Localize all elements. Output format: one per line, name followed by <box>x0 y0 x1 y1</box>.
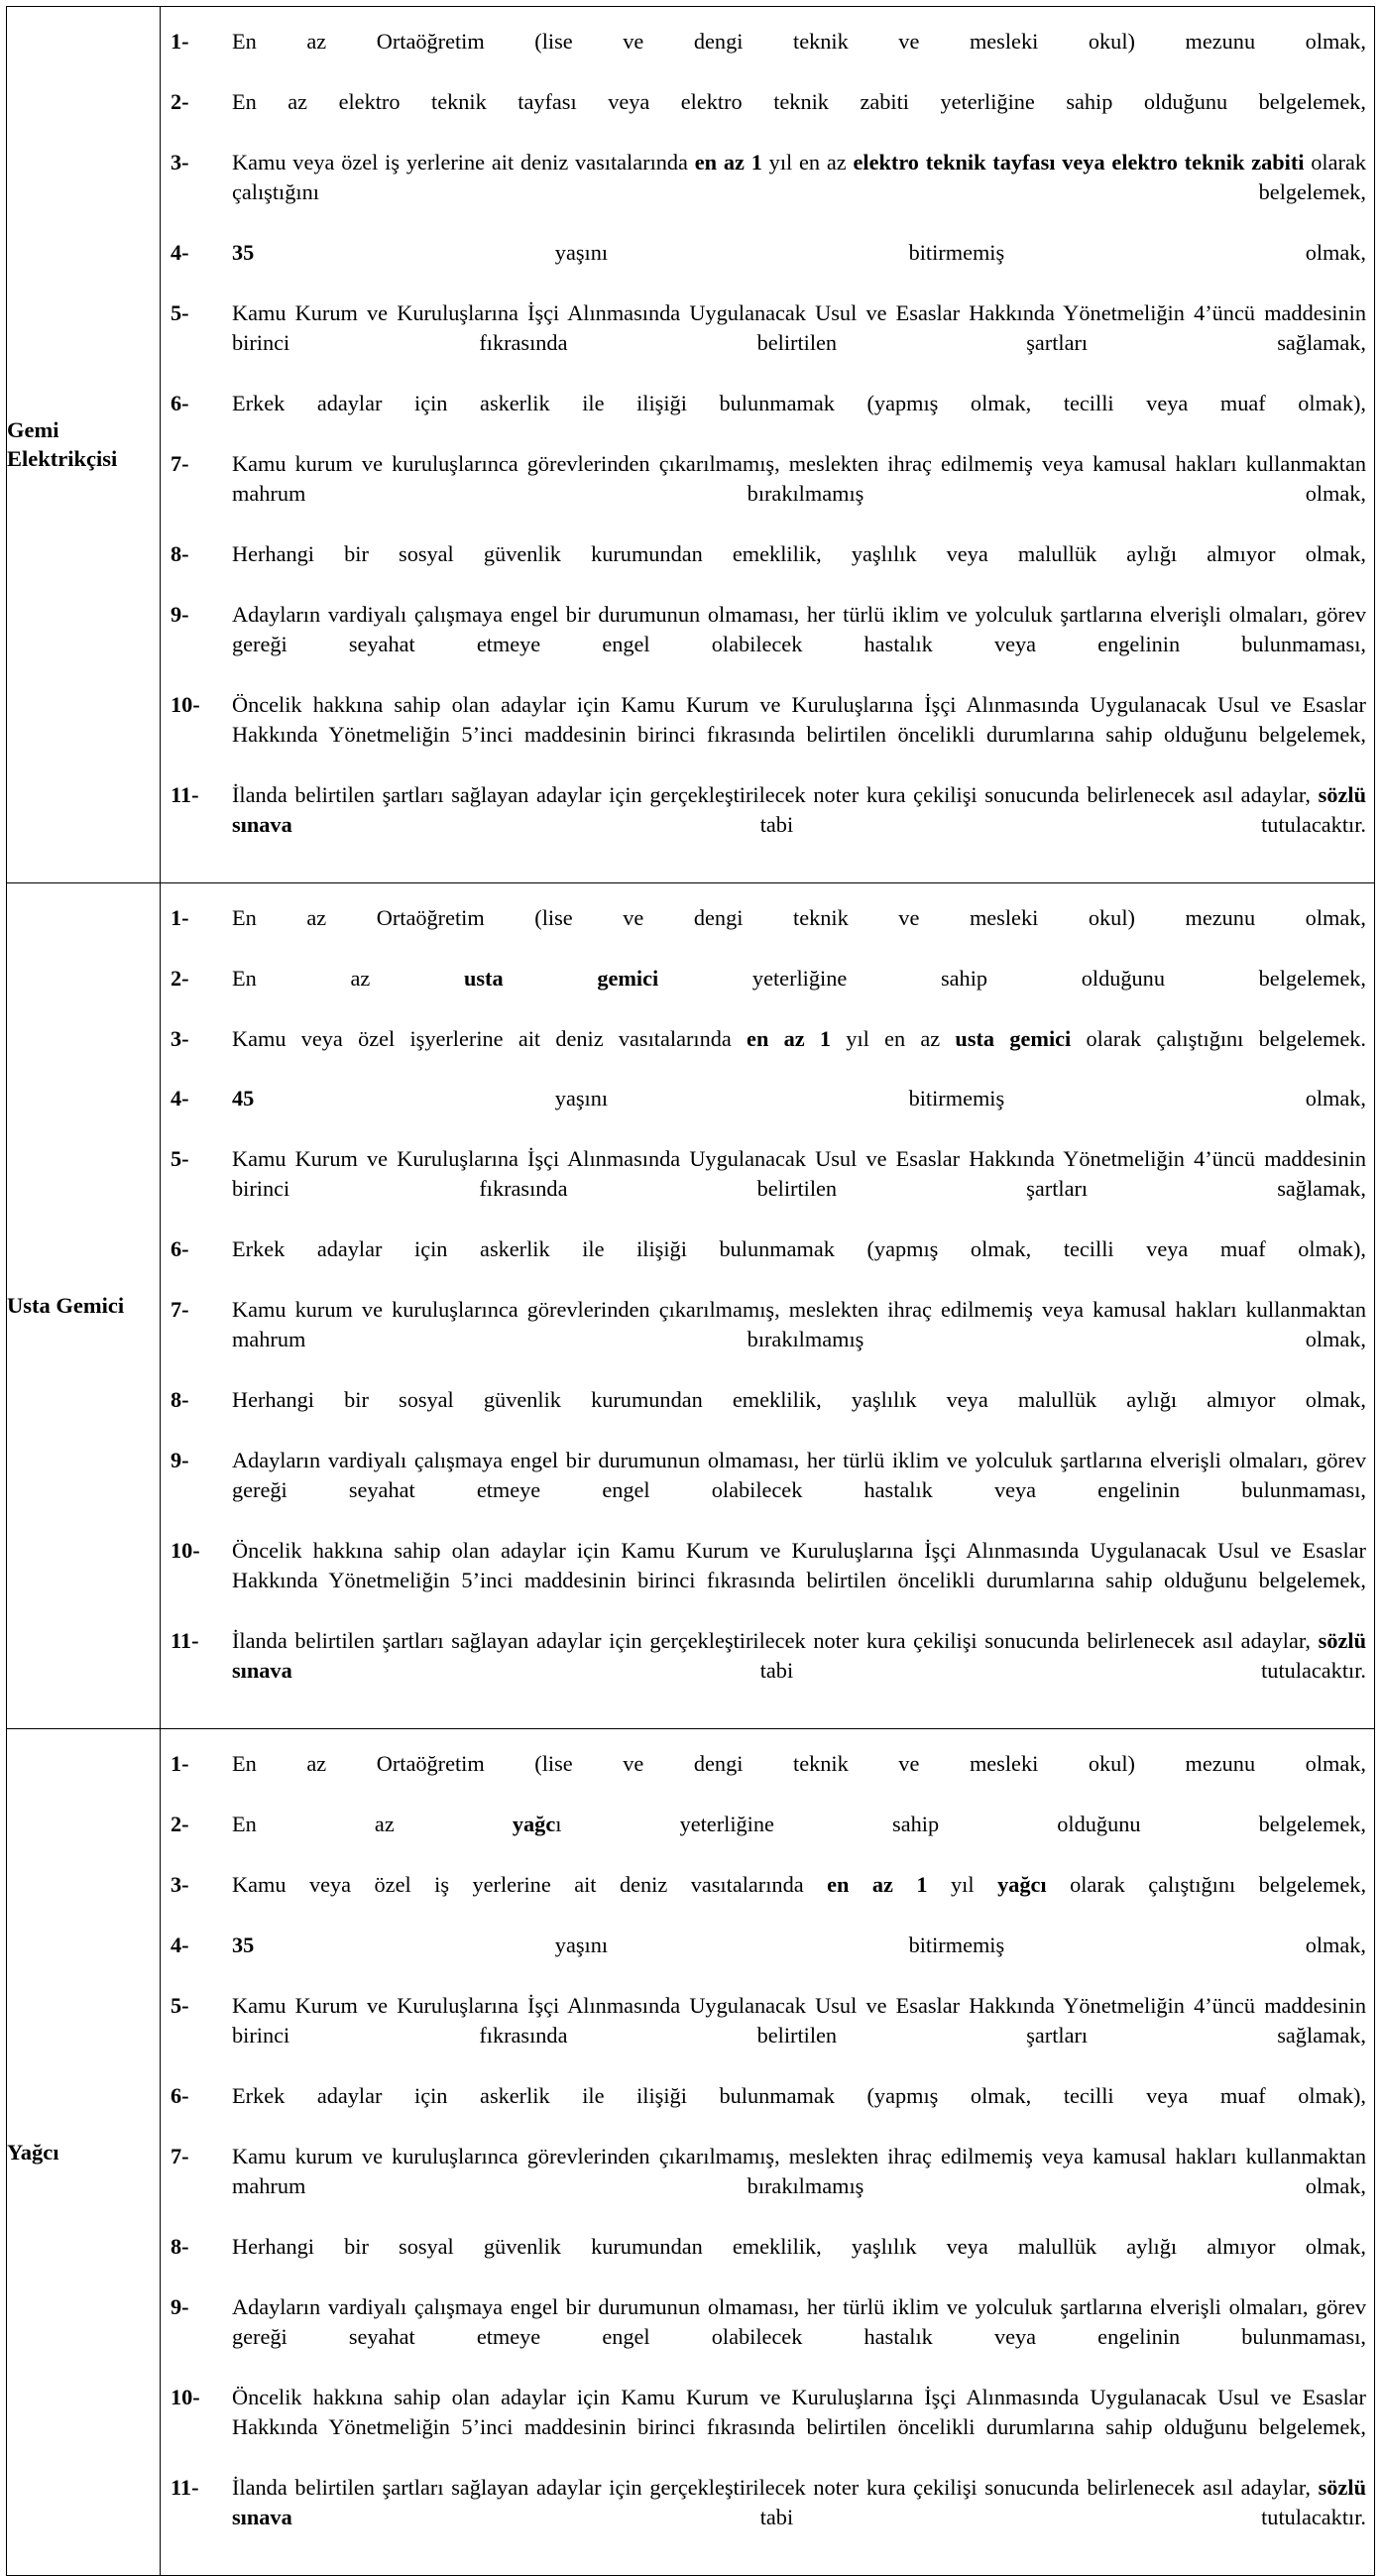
requirement-text <box>232 2081 1366 2141</box>
requirements-table <box>6 6 1375 2576</box>
table-row <box>7 7 1375 883</box>
requirement-number: 5- <box>171 299 189 325</box>
plain-text: Kamu kurum ve kuruluşlarınca görevlerinden çıkarılmamış, meslekten ihraç edilmemiş veya kamusal hakları kullanmaktan mahrum bırakılmamış olmak, <box>232 1297 1366 1352</box>
requirement-item <box>171 2232 1366 2291</box>
requirement-item <box>171 2473 1366 2562</box>
requirement-item <box>171 1446 1366 1535</box>
requirement-text <box>232 1931 1366 1990</box>
plain-text: En az Ortaöğretim (lise ve dengi teknik ve mesleki okul) mezunu olmak, <box>232 29 1366 54</box>
emphasis-text: en az 1 <box>694 149 762 175</box>
plain-text: En az <box>232 1812 513 1837</box>
table-body <box>7 7 1375 2576</box>
emphasis-text: 45 <box>232 1086 255 1112</box>
requirement-text <box>232 1234 1366 1294</box>
requirement-text <box>232 238 1366 297</box>
emphasis-text: sözlü sınava <box>232 1628 1366 1684</box>
requirement-item <box>171 1749 1366 1809</box>
requirement-item <box>171 2292 1366 2382</box>
plain-text: yaşını bitirmemiş olmak, <box>254 1086 1366 1112</box>
plain-text: Kamu Kurum ve Kuruluşlarına İşçi Alınmasında Uygulanacak Usul ve Esaslar Hakkında Yönetmeliğin 4’üncü maddesinin birinci fıkrasında belirtilen şartları sağlamak, <box>232 1146 1366 1202</box>
plain-text: İlanda belirtilen şartları sağlayan adaylar için gerçekleştirilecek noter kura çekilişi sonucunda belirlenecek asıl adaylar, <box>232 781 1319 807</box>
requirement-item <box>171 298 1366 388</box>
requirement-text <box>232 1446 1366 1535</box>
plain-text: Kamu veya özel iş yerlerine ait deniz vasıtalarında <box>232 1872 828 1898</box>
requirement-number: 9- <box>171 1448 189 1473</box>
plain-text: Herhangi bir sosyal güvenlik kurumundan emeklilik, yaşlılık veya malullük aylığı almıyor olmak, <box>232 2233 1366 2259</box>
plain-text: Adayların vardiyalı çalışmaya engel bir durumunun olmaması, her türlü iklim ve yolculuk şartlarına elverişli olmaları, görev gereği seyahat etmeye engel olabilecek hastalık veya engelinin bulunmaması, <box>232 601 1366 656</box>
requirement-number: 11- <box>171 1628 199 1654</box>
plain-text: Kamu veya özel iş yerlerine ait deniz vasıtalarında <box>232 149 695 175</box>
requirement-number: 3- <box>171 149 189 175</box>
requirement-text <box>232 600 1366 689</box>
plain-text: Erkek adaylar için askerlik ile ilişiği bulunmamak (yapmış olmak, tecilli veya muaf olmak), <box>232 390 1366 415</box>
plain-text: Öncelik hakkına sahip olan adaylar için Kamu Kurum ve Kuruluşlarına İşçi Alınmasında Uygulanacak Usul ve Esaslar Hakkında Yönetmeliğin 5’inci maddesinin birinci fıkrasında belirtilen öncelikli durumlarına sahip olduğunu belgelemek, <box>232 2384 1366 2439</box>
requirement-text <box>232 1385 1366 1445</box>
requirement-item <box>171 2081 1366 2141</box>
requirement-text <box>232 1295 1366 1384</box>
plain-text: En az Ortaöğretim (lise ve dengi teknik ve mesleki okul) mezunu olmak, <box>232 1751 1366 1777</box>
plain-text: yeterliğine sahip olduğunu belgelemek, <box>658 965 1366 991</box>
position-label: Usta Gemici <box>7 1293 125 1319</box>
requirement-item <box>171 1144 1366 1233</box>
requirement-number: 7- <box>171 1297 189 1323</box>
table-row <box>7 1729 1375 2576</box>
position-label-cell <box>7 1729 161 2576</box>
requirement-text <box>232 2232 1366 2291</box>
plain-text: yaşını bitirmemiş olmak, <box>254 1932 1366 1958</box>
requirement-number: 9- <box>171 2293 189 2319</box>
emphasis-text: elektro teknik tayfası veya elektro teknik zabiti <box>853 149 1305 175</box>
requirement-text <box>232 298 1366 388</box>
requirement-text <box>232 1084 1366 1143</box>
requirement-number: 7- <box>171 2143 189 2168</box>
emphasis-text: usta gemici <box>955 1025 1072 1051</box>
requirement-item <box>171 780 1366 870</box>
position-label-cell <box>7 882 161 1729</box>
plain-text: İlanda belirtilen şartları sağlayan adaylar için gerçekleştirilecek noter kura çekilişi sonucunda belirlenecek asıl adaylar, <box>232 1628 1319 1654</box>
requirement-text <box>232 27 1366 86</box>
requirement-item <box>171 2142 1366 2231</box>
requirement-text <box>232 1536 1366 1625</box>
plain-text: Herhangi bir sosyal güvenlik kurumundan emeklilik, yaşlılık veya malullük aylığı almıyor olmak, <box>232 540 1366 566</box>
plain-text: Kamu veya özel işyerlerine ait deniz vasıtalarında <box>232 1025 748 1051</box>
plain-text: yıl <box>927 1872 998 1898</box>
requirement-number: 8- <box>171 2233 189 2259</box>
requirement-number: 2- <box>171 88 189 114</box>
requirement-item <box>171 1931 1366 1990</box>
requirement-text <box>232 1870 1366 1930</box>
requirements-cell <box>161 882 1375 1729</box>
requirement-item <box>171 600 1366 689</box>
requirements-cell <box>161 7 1375 883</box>
requirement-text <box>232 903 1366 963</box>
requirement-text <box>232 2473 1366 2562</box>
requirement-item <box>171 1084 1366 1143</box>
emphasis-text: usta gemici <box>463 965 659 991</box>
requirement-item <box>171 87 1366 147</box>
requirement-text <box>232 389 1366 448</box>
requirement-number: 4- <box>171 239 189 265</box>
requirement-item <box>171 1385 1366 1445</box>
requirement-text <box>232 1991 1366 2080</box>
requirement-text <box>232 1749 1366 1809</box>
requirements-cell <box>161 1729 1375 2576</box>
requirement-item <box>171 389 1366 448</box>
requirement-number: 8- <box>171 1387 189 1413</box>
requirement-text <box>232 148 1366 237</box>
requirement-number: 5- <box>171 1993 189 2019</box>
requirement-number: 4- <box>171 1086 189 1112</box>
requirements-list-wrapper <box>161 7 1374 882</box>
requirement-text <box>232 449 1366 538</box>
requirement-item <box>171 964 1366 1023</box>
emphasis-text: 35 <box>232 239 255 265</box>
requirement-text <box>232 1144 1366 1233</box>
plain-text: En az elektro teknik tayfası veya elektro teknik zabiti yeterliğine sahip olduğunu belgelemek, <box>232 88 1366 114</box>
requirement-number: 7- <box>171 450 189 476</box>
requirement-number: 1- <box>171 29 189 54</box>
plain-text: tabi tutulacaktır. <box>291 1658 1366 1684</box>
emphasis-text: yağc <box>512 1812 556 1837</box>
requirement-item <box>171 690 1366 779</box>
requirements-list <box>171 27 1366 870</box>
requirement-text <box>232 539 1366 599</box>
requirement-text <box>232 1810 1366 1869</box>
emphasis-text: en az 1 <box>747 1025 832 1051</box>
requirement-number: 6- <box>171 390 189 415</box>
plain-text: yıl en az <box>831 1025 956 1051</box>
requirement-text <box>232 2292 1366 2382</box>
requirements-list <box>171 1749 1366 2562</box>
requirement-item <box>171 539 1366 599</box>
requirement-item <box>171 1024 1366 1084</box>
position-label: Yağcı <box>7 2139 59 2165</box>
requirement-number: 10- <box>171 691 200 717</box>
plain-text: yaşını bitirmemiş olmak, <box>254 239 1366 265</box>
requirement-number: 10- <box>171 2384 200 2409</box>
requirement-text <box>232 87 1366 147</box>
plain-text: Öncelik hakkına sahip olan adaylar için Kamu Kurum ve Kuruluşlarına İşçi Alınmasında Uygulanacak Usul ve Esaslar Hakkında Yönetmeliğin 5’inci maddesinin birinci fıkrasında belirtilen öncelikli durumlarına sahip olduğunu belgelemek, <box>232 691 1366 747</box>
requirement-item <box>171 1991 1366 2080</box>
plain-text: ı yeterliğine sahip olduğunu belgelemek, <box>555 1812 1366 1837</box>
emphasis-text: en az 1 <box>827 1872 928 1898</box>
plain-text: Adayların vardiyalı çalışmaya engel bir durumunun olmaması, her türlü iklim ve yolculuk şartlarına elverişli olmaları, görev gereği seyahat etmeye engel olabilecek hastalık veya engelinin bulunmaması, <box>232 2293 1366 2349</box>
plain-text: Öncelik hakkına sahip olan adaylar için Kamu Kurum ve Kuruluşlarına İşçi Alınmasında Uygulanacak Usul ve Esaslar Hakkında Yönetmeliğin 5’inci maddesinin birinci fıkrasında belirtilen öncelikli durumlarına sahip olduğunu belgelemek, <box>232 1538 1366 1593</box>
requirement-item <box>171 1234 1366 1294</box>
emphasis-text: yağcı <box>997 1872 1047 1898</box>
plain-text: Herhangi bir sosyal güvenlik kurumundan emeklilik, yaşlılık veya malullük aylığı almıyor olmak, <box>232 1387 1366 1413</box>
requirements-list <box>171 903 1366 1716</box>
requirements-list-wrapper <box>161 883 1374 1729</box>
requirement-number: 2- <box>171 965 189 991</box>
requirement-number: 3- <box>171 1872 189 1898</box>
requirement-item <box>171 903 1366 963</box>
requirement-text <box>232 2142 1366 2231</box>
requirement-item <box>171 2383 1366 2472</box>
requirement-item <box>171 1536 1366 1625</box>
plain-text: olarak çalıştığını belgelemek, <box>1046 1872 1367 1898</box>
requirement-number: 4- <box>171 1932 189 1958</box>
requirement-number: 1- <box>171 904 189 930</box>
requirement-number: 11- <box>171 2474 199 2500</box>
requirement-item <box>171 1295 1366 1384</box>
emphasis-text: sözlü sınava <box>232 2474 1366 2529</box>
plain-text: Adayların vardiyalı çalışmaya engel bir durumunun olmaması, her türlü iklim ve yolculuk şartlarına elverişli olmaları, görev gereği seyahat etmeye engel olabilecek hastalık veya engelinin bulunmaması, <box>232 1448 1366 1503</box>
requirement-item <box>171 148 1366 237</box>
emphasis-text: sözlü sınava <box>232 781 1366 837</box>
requirement-item <box>171 1626 1366 1715</box>
requirement-item <box>171 1810 1366 1869</box>
plain-text: En az Ortaöğretim (lise ve dengi teknik ve mesleki okul) mezunu olmak, <box>232 904 1366 930</box>
requirement-number: 3- <box>171 1025 189 1051</box>
requirement-item <box>171 449 1366 538</box>
plain-text: Kamu Kurum ve Kuruluşlarına İşçi Alınmasında Uygulanacak Usul ve Esaslar Hakkında Yönetmeliğin 4’üncü maddesinin birinci fıkrasında belirtilen şartları sağlamak, <box>232 299 1366 355</box>
position-label-cell <box>7 7 161 883</box>
plain-text: İlanda belirtilen şartları sağlayan adaylar için gerçekleştirilecek noter kura çekilişi sonucunda belirlenecek asıl adaylar, <box>232 2474 1319 2500</box>
requirement-text <box>232 2383 1366 2472</box>
requirement-text <box>232 1024 1366 1084</box>
requirement-item <box>171 1870 1366 1930</box>
requirement-text <box>232 964 1366 1023</box>
plain-text: olarak çalıştığını belgelemek. <box>1071 1025 1366 1051</box>
plain-text: tabi tutulacaktır. <box>291 811 1366 837</box>
plain-text: tabi tutulacaktır. <box>291 2504 1366 2529</box>
requirement-item <box>171 27 1366 86</box>
requirement-number: 6- <box>171 1236 189 1262</box>
requirement-text <box>232 1626 1366 1715</box>
plain-text: Erkek adaylar için askerlik ile ilişiği bulunmamak (yapmış olmak, tecilli veya muaf olmak), <box>232 1236 1366 1262</box>
plain-text: Kamu kurum ve kuruluşlarınca görevlerinden çıkarılmamış, meslekten ihraç edilmemiş veya kamusal hakları kullanmaktan mahrum bırakılmamış olmak, <box>232 450 1366 506</box>
requirements-list-wrapper <box>161 1729 1374 2575</box>
requirement-number: 10- <box>171 1538 200 1564</box>
plain-text: yıl en az <box>761 149 854 175</box>
requirement-text <box>232 690 1366 779</box>
emphasis-text: 35 <box>232 1932 255 1958</box>
plain-text: En az <box>232 965 464 991</box>
requirement-text <box>232 780 1366 870</box>
plain-text: Kamu Kurum ve Kuruluşlarına İşçi Alınmasında Uygulanacak Usul ve Esaslar Hakkında Yönetmeliğin 4’üncü maddesinin birinci fıkrasında belirtilen şartları sağlamak, <box>232 1993 1366 2048</box>
requirement-number: 8- <box>171 540 189 566</box>
requirement-number: 11- <box>171 781 199 807</box>
requirement-item <box>171 238 1366 297</box>
plain-text: Kamu kurum ve kuruluşlarınca görevlerinden çıkarılmamış, meslekten ihraç edilmemiş veya kamusal hakları kullanmaktan mahrum bırakılmamış olmak, <box>232 2143 1366 2198</box>
plain-text: Erkek adaylar için askerlik ile ilişiği bulunmamak (yapmış olmak, tecilli veya muaf olmak), <box>232 2082 1366 2108</box>
requirement-number: 9- <box>171 601 189 627</box>
requirement-number: 1- <box>171 1751 189 1777</box>
table-row <box>7 882 1375 1729</box>
plain-text: olarak çalıştığını belgelemek, <box>232 149 1366 204</box>
requirement-number: 6- <box>171 2082 189 2108</box>
requirement-number: 2- <box>171 1812 189 1837</box>
position-label: Gemi Elektrikçisi <box>7 417 118 472</box>
requirement-number: 5- <box>171 1146 189 1172</box>
